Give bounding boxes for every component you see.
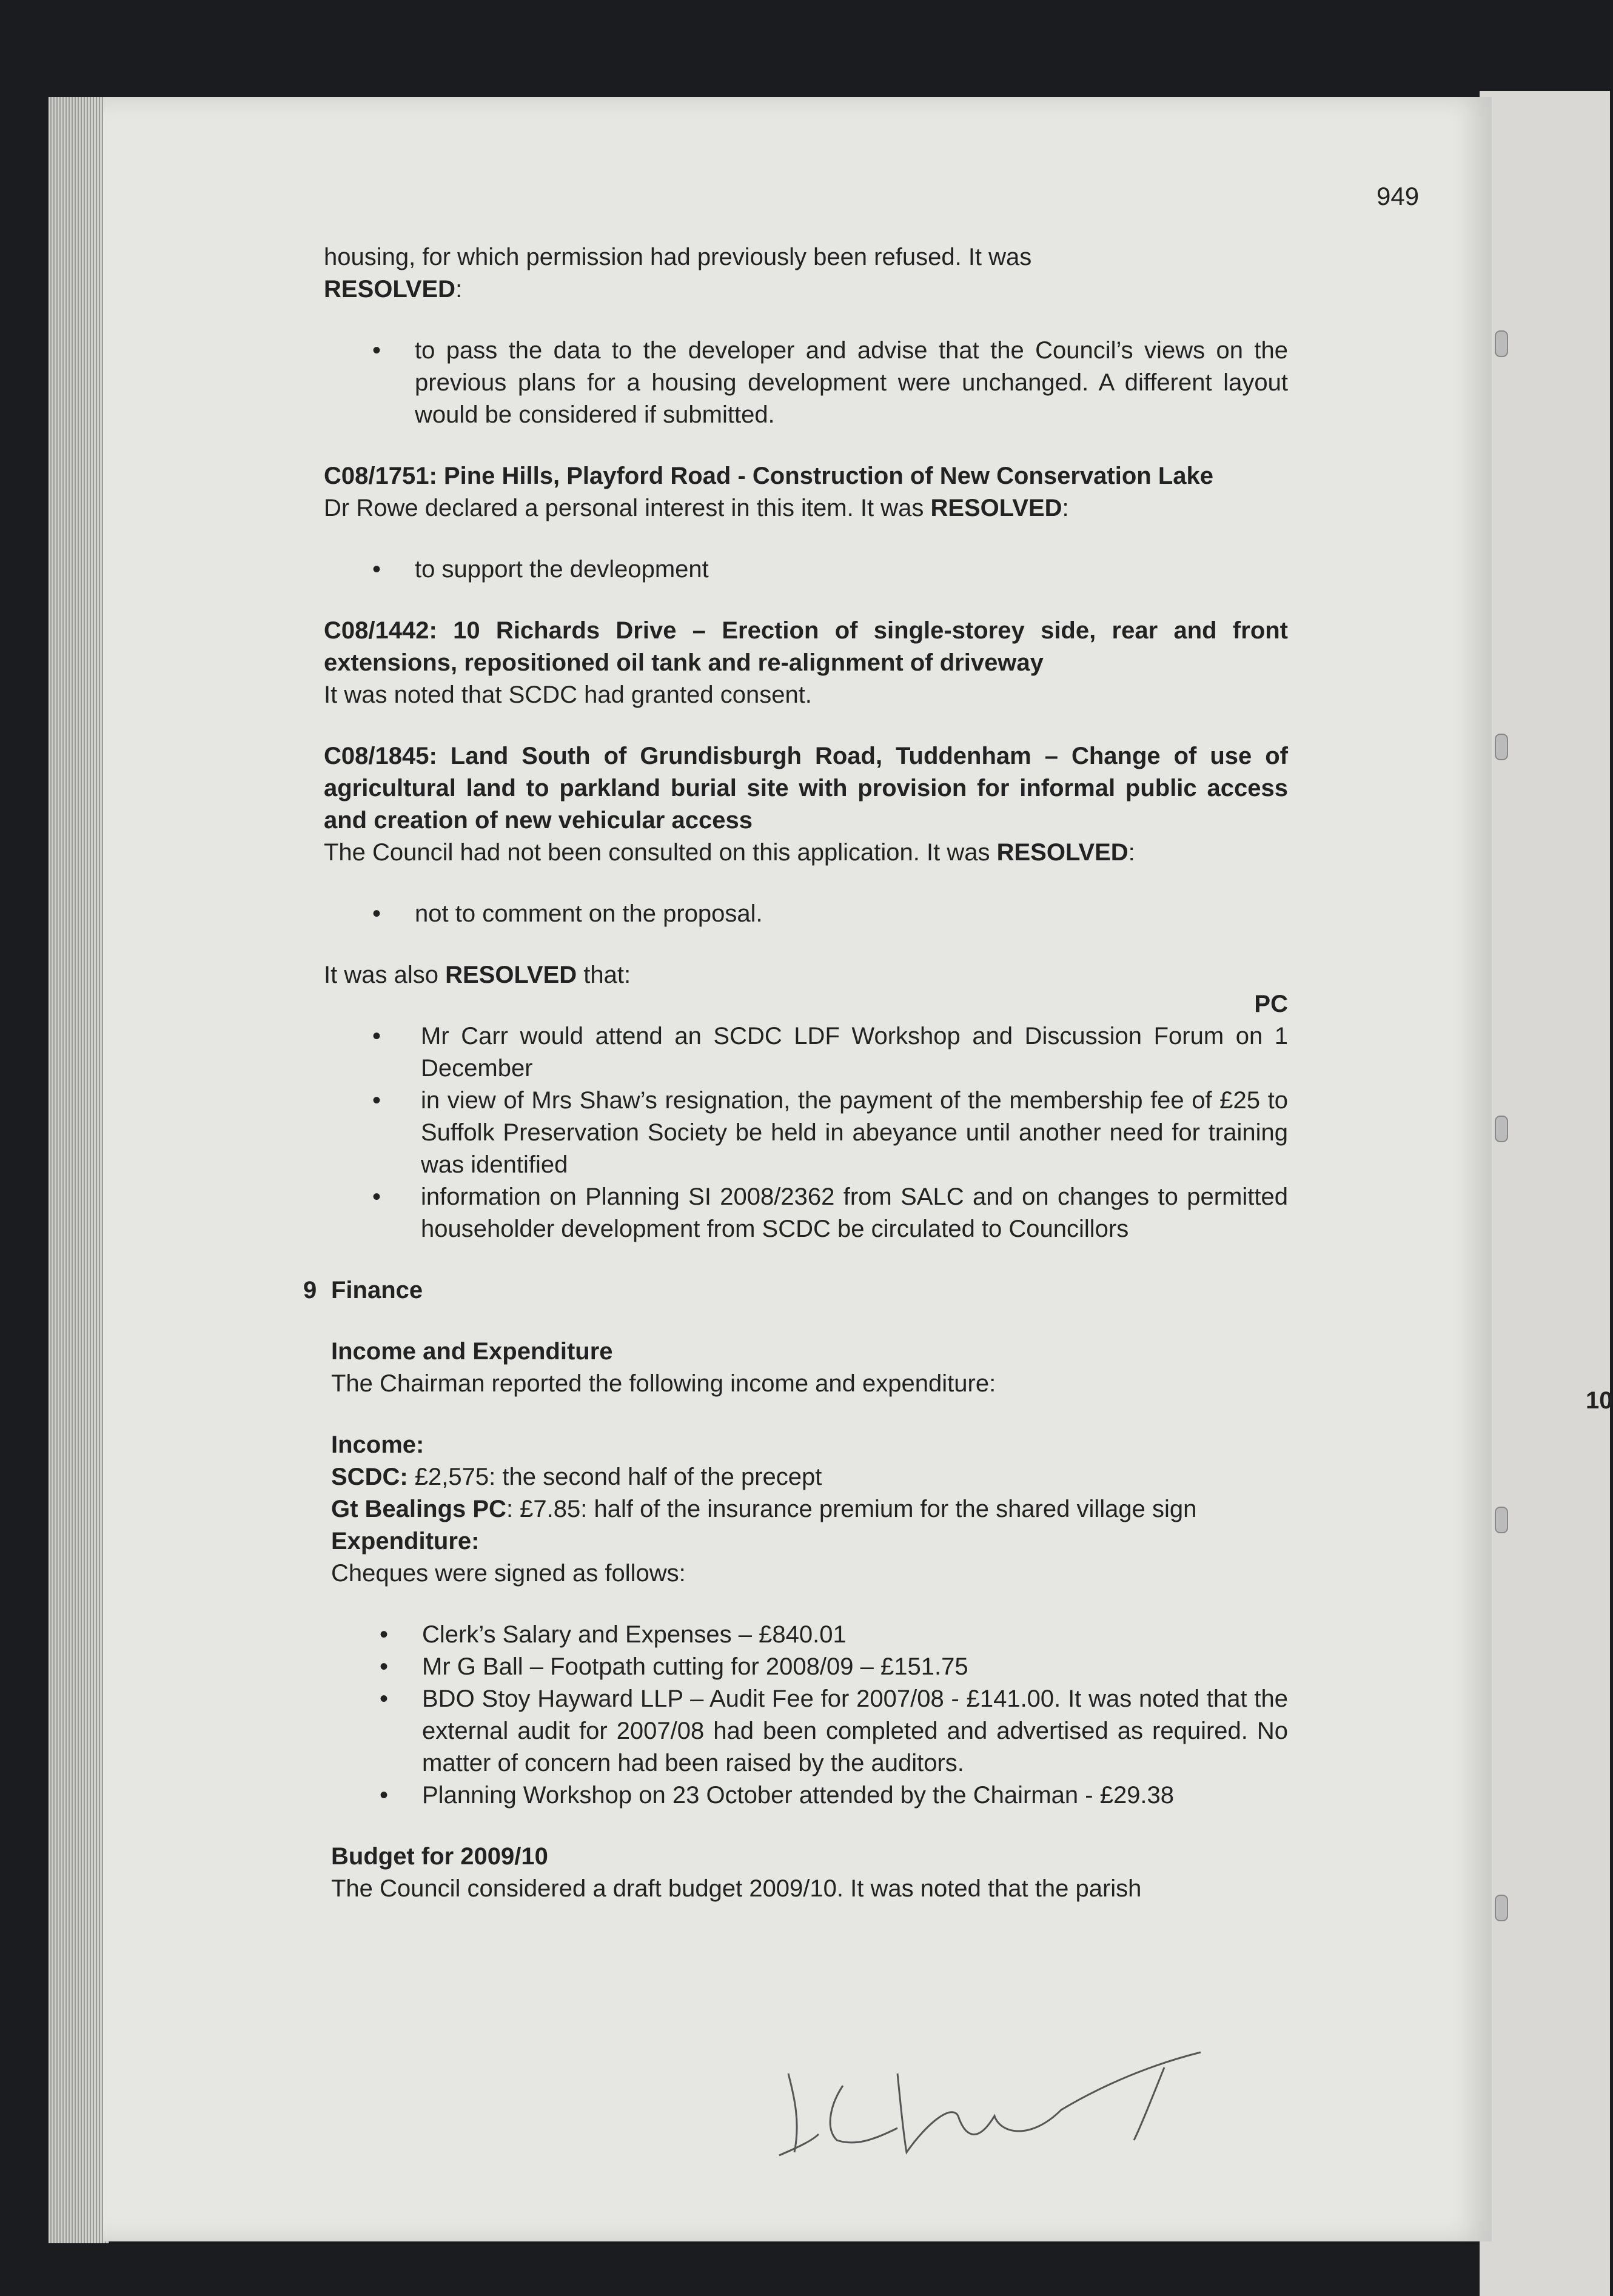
also-resolved bbox=[324, 959, 1288, 991]
section-title: Finance bbox=[331, 1277, 423, 1304]
cheques-text: Cheques were signed as follows: bbox=[331, 1560, 686, 1587]
resolved-label: RESOLVED bbox=[324, 276, 456, 303]
binder-hole bbox=[1495, 734, 1508, 760]
list-item: • Clerk’s Salary and Expenses – £840.01 bbox=[331, 1619, 1288, 1651]
binder-hole bbox=[1495, 1895, 1508, 1921]
item-text: It was noted that SCDC had granted consent. bbox=[324, 681, 812, 708]
finance-body bbox=[331, 1336, 1288, 1905]
item-text bbox=[324, 492, 1288, 524]
cheques-list bbox=[331, 1619, 1288, 1812]
subheading: Income and Expenditure bbox=[331, 1338, 613, 1365]
ie-text: The Chairman reported the following income and expenditure: bbox=[331, 1370, 996, 1397]
intro-text: housing, for which permission had previously been refused. It was bbox=[324, 244, 1032, 270]
action-label: PC bbox=[1254, 991, 1288, 1017]
item-text bbox=[324, 837, 1288, 869]
list-item: • in view of Mrs Shaw’s resignation, the payment of the membership fee of £25 to Suffolk Preservation Society be held in abeyance until another need for training was identified bbox=[324, 1085, 1288, 1181]
income-detail: : £7.85: half of the insurance premium for the shared village sign bbox=[506, 1496, 1197, 1522]
income-source: SCDC: bbox=[331, 1464, 408, 1490]
colon: : bbox=[1128, 839, 1135, 866]
income-source: Gt Bealings PC bbox=[331, 1496, 506, 1522]
income-line bbox=[331, 1493, 1288, 1525]
resolved-label: RESOLVED bbox=[996, 839, 1128, 866]
list-item: • information on Planning SI 2008/2362 from SALC and on changes to permitted householder development from SCDC be circulated to Councillors bbox=[324, 1181, 1288, 1245]
income-label: Income: bbox=[331, 1431, 424, 1458]
list-item: • not to comment on the proposal. bbox=[324, 898, 1288, 930]
binder-hole bbox=[1495, 1116, 1508, 1142]
list-item: • Mr G Ball – Footpath cutting for 2008/09 – £151.75 bbox=[331, 1651, 1288, 1683]
item-bullets bbox=[324, 554, 1288, 586]
handwritten-signature bbox=[776, 2049, 1213, 2170]
section-heading bbox=[303, 1274, 1288, 1307]
list-item: • to pass the data to the developer and advise that the Council’s views on the previous plans for a housing development were unchanged. A different layout would be considered if submitted. bbox=[324, 335, 1288, 431]
adjacent-page bbox=[1480, 91, 1610, 2296]
subheading: Budget for 2009/10 bbox=[331, 1843, 548, 1870]
item-bullets bbox=[324, 898, 1288, 930]
list-item: • to support the devleopment bbox=[324, 554, 1288, 586]
item-heading: C08/1845: Land South of Grundisburgh Road, Tuddenham – Change of use of agricultural land to parkland burial site with provision for informal public access and creation of new vehicular access bbox=[324, 743, 1288, 834]
section-number: 9 bbox=[303, 1277, 317, 1304]
budget-text: The Council considered a draft budget 2009/10. It was noted that the parish bbox=[331, 1875, 1142, 1902]
minutes-body bbox=[303, 241, 1288, 1905]
also-suffix: that: bbox=[577, 962, 631, 988]
binder-hole bbox=[1495, 1507, 1508, 1533]
margin-label: 10 bbox=[1586, 1387, 1613, 1414]
income-line bbox=[331, 1461, 1288, 1493]
page-stack-edges bbox=[49, 97, 109, 2243]
resolved-label: RESOLVED bbox=[445, 962, 577, 988]
list-item: • Planning Workshop on 23 October attended by the Chairman - £29.38 bbox=[331, 1779, 1288, 1812]
list-item: • BDO Stoy Hayward LLP – Audit Fee for 2007/08 - £141.00. It was noted that the external audit for 2007/08 had been completed and advertised as required. No matter of concern had been raised by the auditors. bbox=[331, 1683, 1288, 1779]
also-prefix: It was also bbox=[324, 962, 446, 988]
item-heading: C08/1442: 10 Richards Drive – Erection of single-storey side, rear and front extensions, repositioned oil tank and re-alignment of driveway bbox=[324, 617, 1288, 676]
expenditure-label: Expenditure: bbox=[331, 1528, 480, 1555]
intro-bullets bbox=[324, 335, 1288, 431]
list-item: • Mr Carr would attend an SCDC LDF Workshop and Discussion Forum on 1 December bbox=[324, 1020, 1288, 1085]
item-text-span: The Council had not been consulted on this application. It was bbox=[324, 839, 997, 866]
income-detail: £2,575: the second half of the precept bbox=[407, 1464, 822, 1490]
item-text-span: Dr Rowe declared a personal interest in this item. It was bbox=[324, 495, 931, 521]
also-bullets bbox=[324, 1020, 1288, 1245]
page-number: 949 bbox=[1377, 182, 1420, 210]
intro-paragraph bbox=[324, 241, 1288, 306]
resolved-label: RESOLVED bbox=[930, 495, 1062, 521]
colon: : bbox=[1062, 495, 1069, 521]
binder-hole bbox=[1495, 330, 1508, 357]
item-heading: C08/1751: Pine Hills, Playford Road - Construction of New Conservation Lake bbox=[324, 463, 1213, 489]
colon: : bbox=[455, 276, 463, 303]
